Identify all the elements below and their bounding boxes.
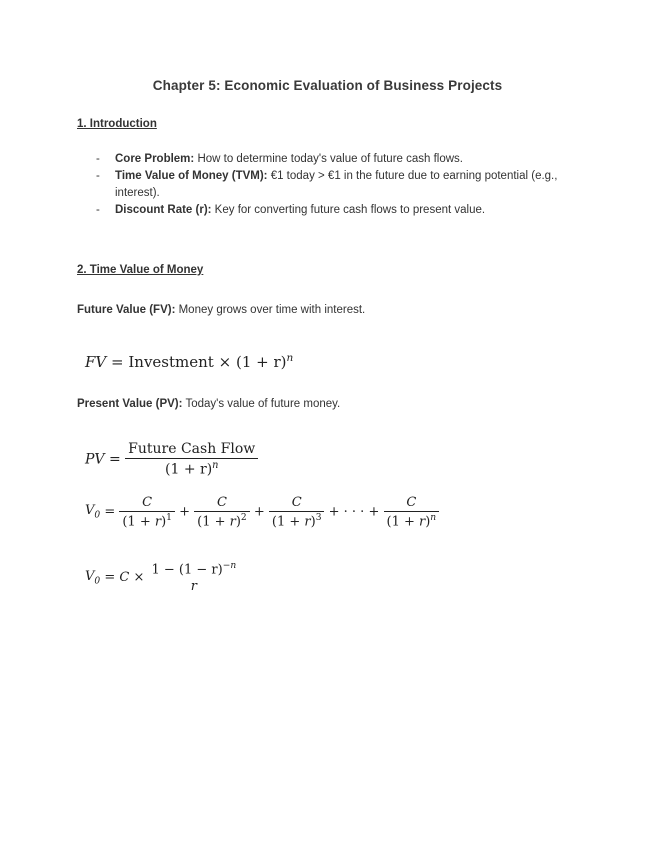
sum-term-3: $\frac{C}{(1 + r)^3}$ xyxy=(269,495,325,529)
sum-term-2: $\frac{C}{(1 + r)^2}$ xyxy=(194,495,250,529)
bullet-label: Time Value of Money (TVM): xyxy=(115,170,268,182)
v0-discounted-sum-formula: $V_0$ = $\frac{C}{(1 + r)^1}$ + $\frac{C}{(1 + r)^2}$ + $\frac{C}{(1 + r)^3}$ + · · · + $\frac{C}{(1 + r)^n}$ xyxy=(85,495,439,529)
bullet-label: Discount Rate (r): xyxy=(115,204,212,216)
bullet-dash: - xyxy=(96,153,100,165)
v0-annuity-formula: $V_0 = C$ × $1 - (1 - r)^{-n}$ r xyxy=(85,561,239,594)
section-heading-introduction: 1. Introduction xyxy=(77,118,157,130)
v0-symbol: $V_0$ xyxy=(85,503,101,521)
fv-symbol: FV xyxy=(85,353,107,371)
bullet-dash: - xyxy=(96,170,100,182)
present-value-paragraph xyxy=(77,398,340,410)
growth-factor: (1 + r) xyxy=(235,353,287,371)
pv-symbol: PV xyxy=(85,451,105,468)
pv-denominator: $(1 + r)^n$ xyxy=(165,460,219,478)
investment-word: Investment xyxy=(128,353,214,371)
v0-symbol: $V_0$ xyxy=(85,568,101,587)
list-item xyxy=(96,151,596,168)
present-value-label: Present Value (PV): xyxy=(77,398,183,410)
introduction-bullet-list xyxy=(96,151,596,219)
bullet-text: Key for converting future cash flows to present value. xyxy=(211,204,486,216)
pv-numerator: Future Cash Flow xyxy=(125,441,258,459)
future-value-paragraph xyxy=(77,304,365,316)
bullet-text: €1 today > €1 in the future due to earning potential (e.g., interest). xyxy=(115,170,558,199)
present-value-formula: PV = $\frac{\text{Future Cash Flow}}{(1 + r)^n}$ xyxy=(85,441,258,478)
future-value-text: Money grows over time with interest. xyxy=(175,304,366,316)
ellipsis: · · · xyxy=(343,504,365,520)
exponent: n xyxy=(286,352,294,364)
pv-fraction xyxy=(125,441,258,478)
bullet-label: Core Problem: xyxy=(115,153,195,165)
bullet-text: How to determine today's value of future cash flows. xyxy=(194,153,463,165)
page-title: Chapter 5: Economic Evaluation of Business Projects xyxy=(152,78,503,93)
future-value-label: Future Value (FV): xyxy=(77,304,176,316)
section-heading-time-value-of-money: 2. Time Value of Money xyxy=(77,264,204,276)
annuity-numerator: $1 - (1 - r)^{-n}$ xyxy=(151,561,237,578)
annuity-fraction xyxy=(149,561,240,594)
sum-term-n: $\frac{C}{(1 + r)^n}$ xyxy=(384,495,440,529)
sum-term-1: $\frac{C}{(1 + r)^1}$ xyxy=(119,495,175,529)
present-value-text: Today's value of future money. xyxy=(182,398,341,410)
bullet-dash: - xyxy=(96,204,100,216)
times-sign: × xyxy=(218,353,232,371)
future-value-formula: FV = Investment × $(1 + r)^n$ xyxy=(85,352,294,371)
list-item xyxy=(96,202,596,219)
list-item xyxy=(96,168,596,202)
annuity-denominator: r xyxy=(190,579,197,595)
